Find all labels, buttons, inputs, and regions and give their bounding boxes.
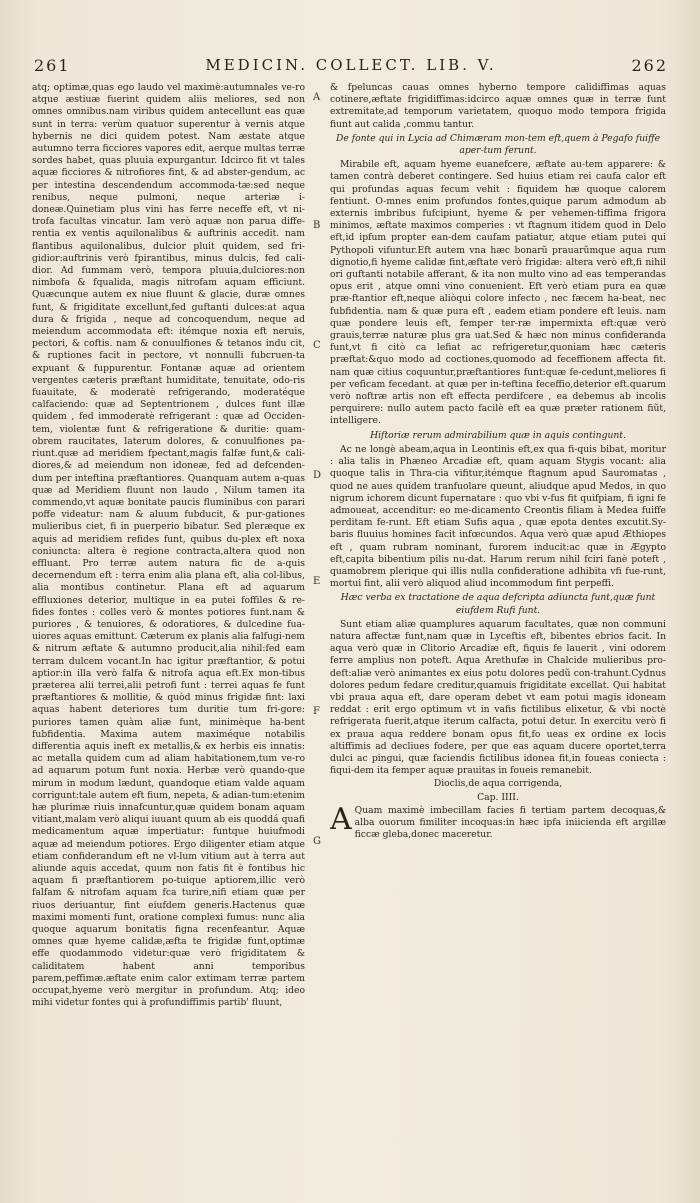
closing-text: Quam maximè imbecillam facies fi tertiam partem decoquas,& alba ouorum fimiliter incoquas:in hæc ipfa iniicienda eft argillæ ficcæ gleba,donec maceretur. bbox=[354, 804, 666, 841]
margin-gutter bbox=[311, 82, 325, 882]
margin-letter-a: A bbox=[313, 92, 321, 103]
right-body-3: Sunt etiam aliæ quamplures aquarum facultates, quæ non communi natura affectæ funt,nam quæ in Lyceftis eft, bibentes ebrios facit. In aqua verò quæ in Clitorio Arcadiæ eft, fiquis fe lauerit , vini odorem ferre amplius non poteft. Aqua Arethufæ in Chalcide mulieribus pro-deft:aliæ verò animantes ex eius potu dolores pedũ con-trahunt.Cydnus dolores pedum fedare creditur,quamuis frigiditate excellat. Qui habitat vbi praua aqua eft, dare operam debet vt eam potui magis idoneam reddat : erit ergo optimum vt in vafis fictilibus elixetur, & vbi noctè refrigerata fuerit,atque iterum calfacta, potui detur. In exercitu verò fi ex praua aqua reddere bonam opus fit,fo ueas ex ordine ex locis altiffimis ad decliues fodere, per que eas aquam ducere oportet,terra dulci ac pingui, quæ faciendis fictilibus idonea fit,in foueas coniecta : fiqui-dem ita femper aquæ prauitas in foueis remanebit. bbox=[330, 618, 666, 777]
running-title: MEDICIN. COLLECT. LIB. V. bbox=[205, 56, 497, 74]
closing-paragraph bbox=[330, 801, 666, 842]
running-header bbox=[34, 56, 668, 82]
section-heading-fons-lycia: De fonte qui in Lycia ad Chimæram mon-tem eft,quem à Pegafo fuiffe aper-tum ferunt. bbox=[335, 132, 661, 157]
right-column bbox=[330, 82, 666, 1002]
section-heading-haec-verba: Hæc verba ex tractatione de aqua defcripta adiuncta funt,quæ funt eiufdem Rufi funt. bbox=[340, 592, 656, 616]
page-number-left: 261 bbox=[34, 56, 71, 75]
chapter-label: Cap. IIII. bbox=[477, 791, 519, 803]
margin-letter-g: G bbox=[313, 836, 321, 847]
margin-letter-c: C bbox=[313, 340, 321, 351]
right-intro: & fpeluncas cauas omnes hyberno tempore calidiffimas aquas cotinere,æftate frigidiffimas:idcirco aquæ omnes quæ in terræ funt extremitate,ad temporum varietatem, quoquo modo tempora frigida fiunt aut calida ,commu tantur. bbox=[330, 82, 666, 130]
left-column bbox=[32, 82, 305, 1112]
page-number-right: 262 bbox=[631, 56, 668, 75]
margin-letter-f: F bbox=[313, 706, 320, 717]
left-column-text: atq; optimæ,quas ego laudo vel maximè:autumnales ve-ro atque æstiuæ fuerint quidem aliis meliores, sed non omnes omnibus.nam viribus quidem antecellunt eas quæ sunt in terra: verùm quatuor superentur à vernis atque hybernis ne dici quidem potest. Nam æstate atque autumno terra ficciores vapores edit, aerque multas terræ sordes habet, quas pluuia expurgantur. Idcirco fit vt tales aquæ ficciores & nitrofiores fint, & ad abster-gendum, ac per intestina descendendum accommoda-tæ:sed neque renibus, neque pulmoni, neque arteriæ i-doneæ.Quinetiam plus vini has ferre neceffe eft, vt ni-trofa facultas vincatur. Iam verò aquæ non parua diffe-rentia ex ventis aquilonalibus & auftrinis accedit. nam flantibus aquilonalibus, dulcior pluit quidem, sed fri-gidior:auftrinis verò fpirantibus, minus dulcis, fed cali-dior. Ad fummam verò, tempora pluuia,dulciores:non nimbofa & fqualida, magis nitrofam aquam efficiunt. Quæcunque autem ex niue fluunt & glacie, duræ omnes funt, & frigiditate excellunt,fed guftanti dulces:at aqua dura & frigida , neque ad concoquendum, neque ad meiendum accommodata eft: itémque noxia eft neruis, pectori, & coftis. nam & conuulfiones & tetanos indu cit, & ruptiones facit in pectore, vt nonnulli fubcruen-ta expuant & fuppurentur. Fontanæ aquæ ad orientem vergentes cæteris præftant humiditate, tenuitate, odo-ris fuauitate, & moderatè refrigerando, moderatéque calfaciendo: quæ ad Septentrionem , dulces funt illæ quidem , fed immoderatè refrigerant : quæ ad Occiden-tem, violentæ funt & refrigeratione & duritie: quam-obrem raucitates, laterum dolores, & conuulfiones pa-riunt.quæ ad meridiem fpectant,magis falfæ funt,& cali-diores,& ad meiendum non idoneæ, fed ad defcenden-dum per inteftina præftantiores. Quanquam autem a-quas quæ ad Meridiem fluunt non laudo , Nilum tamen ita commendo,vt aquæ bonitate paucis fluminibus con parari poffe videatur: nam & aluum fubducit, & pur-gationes mulieribus ciet, fi in puerperio bibatur. Sed pleræque ex aquis ad meridiem refides funt, quibus du-plex eft noxa coniuncta: altera è regione contracta,altera quod non effluant. Pro terræ autem natura fic de a-quis decernendum eft : terra enim alia plana eft, alia col-libus, alia montibus continetur. Plana eft ad aquarum effluxiones deterior, multique in ea putei foffiles & re-fides fontes : colles verò & montes potiores funt.nam & puriores , & tenuiores, & odoratiores, & dulcedine fua-uiores aquas emittunt. Cæterum ex planis alia falfugi-nem & nitrum æftate & autumno producit,alia nihil:fed eam terram dulcem vocant.In hac igitur præftantior, & potui aptior:in illa verò falfa & nitrofa aqua eft.Ex mon-tibus præterea alii terrei,alii petrofi funt : terrei aquas fe funt præftantiores & mollitie, & quòd minus frigidæ fint: laxi aquas habent deteriores tum duritie tum fri-gore: puriores tamen quàm aliæ funt, minimèque ha-bent fubfidentia. Maxima autem maximéque notabilis differentia aquis ineft ex metallis,& ex herbis eis innatis: ac metalla quidem cum ad aliam habitationem,tum ve-ro ad aquarum potum funt noxia. Herbæ verò quando-que mirum in modum lædunt, quandoque etiam valde aquam corrigunt:tale autem eft fium, nepeta, & adian-tum:etenim hæ plurimæ riuis innafcuntur,quæ quidem bonam aquam vitiant,malam verò aliqui iuuant quum ab eis quoddá quafi medicamentum aquæ impertiatur: funtque huiufmodi aquæ ad meiendum potiores. Ergo diligenter etiam atque etiam confiderandum eft ne vl-lum vitium aut à terra aut aliunde aquis accedat, quum non fatis fit è fontibus hic aquam fi præftantiorem po-tuique aptiorem,illic verò falfam & nitrofam aquam fca turire,nifi etiam quæ per riuos deriuantur, fint eiufdem generis.Hactenus quæ maximi momenti funt, oratione complexi fumus: nunc alia quoque aquarum bonitatis figna recenfeantur. Aquæ omnes quæ hyeme calidæ,æfta te frigidæ funt,optimæ effe quodammodo videtur:quæ verò frigiditatem & caliditatem habent anni temporibus parem,peffimæ.æftate enim calor extimam terræ partem occupat,hyeme verò mergitur in profundum. Atq; ideo mihi videtur fontes qui à profundiffimis partib' fluunt, bbox=[32, 82, 305, 1009]
margin-letter-b: B bbox=[313, 220, 321, 231]
drop-cap-letter: A bbox=[330, 801, 352, 837]
right-body-2: Ac ne longè abeam,aqua in Leontinis eft,ex qua fi-quis bibat, moritur : alia talis in Phæneo Arcadiæ eft, quam aquam Stygis vocant: alia quoque talis in Thra-cia vifitur,itémque ftagnum apud Sauromatas , quod ne aues quidem tranfuolare queunt, aliudque apud Medos, in quo nigrum ichorem dicunt fupernatare : quo vbi v-fus fit quifpiam, fi igni fe admoueat, accenditur: eo me-dicamento Creontis filiam à Medea fuiffe perditam fe-runt. Eft etiam Sufis aqua , quæ epota dentes excutit.Sy-baris fluuius homines facit infœcundos. Aqua verò quæ apud Æthiopes eft , quam rubram nominant, furorem inducit:ac quæ in Ægypto eft,capita bibentium pilis nu-dat. Harum rerum nihil fciri fanè poteft , quamobrem plerique qui illis nulla confideratione adhibita vfi fue-runt, mortui fint, alii verò aliquod aliud incommodum fint perpeffi. bbox=[330, 443, 666, 590]
section-heading-dioclis: Dioclis,de aqua corrigenda, bbox=[433, 778, 563, 790]
margin-letter-d: D bbox=[313, 470, 322, 481]
margin-letter-e: E bbox=[313, 576, 321, 587]
section-heading-historiae: Hiftoriæ rerum admirabilium quæ in aquis contingunt. bbox=[370, 429, 626, 441]
right-body-1: Mirabile eft, aquam hyeme euanefcere, æftate au-tem apparere: & tamen contrà deberet contingere. Sed huius etiam rei caufa calor eft qui profundas aquas fecum vehit : fiquidem hæ quoque calorem fentiunt. O-mnes enim profundos fontes,quique parum admodum ab externis imbribus fufcipiunt, hyeme & per vehemen-tiffima frigora minimos, æftate maximos comperies : vt ftagnum itidem quod in Delo eft,id ipfum propter ean-dem caufam patiatur, atque etiam putei qui Pythopoli vifuntur.Eft autem vna hæc bonarũ prauarũmque aqua rum dignotio,fi hyeme calidæ fint,æftate verò frigidæ: altera verò eft,fi nihil ori guftanti notabile afferant, & ita non multo vino ad eas temperandas opus erit , atque omni vino conuenient. Eft verò etiam pura ea quæ præ-ftantior eft,neque aliòqui colore infecto , nec fæcem ha-beat, nec fubfidentia. nam & quæ pura eft , eadem etiam pondere eft leuis. nam quæ pondere leuis eft, femper ter-ræ impermixta eft:quæ verò grauis,terræ naturæ plus gra uat.Sed & hæc non minus confideranda funt,vt fi citò ca lefiat ac refrigeretur,quoniam hæc cæteris præftat:&quo modo ad coctiones,quomodo ad feceffionem affecta fit. nam quæ citius coquuntur,præftantiores funt:quæ fe-cedunt,meliores fi per vefìcam fecedant. at quæ per in-teftina feceffio,deterior eft.quarum verò noftræ artis non eft effecta perdifcere , ea debemus ab incolis perquirere: nullo autem pacto facilè eft ea quæ præter rationem fiũt, intelligere. bbox=[330, 159, 666, 427]
